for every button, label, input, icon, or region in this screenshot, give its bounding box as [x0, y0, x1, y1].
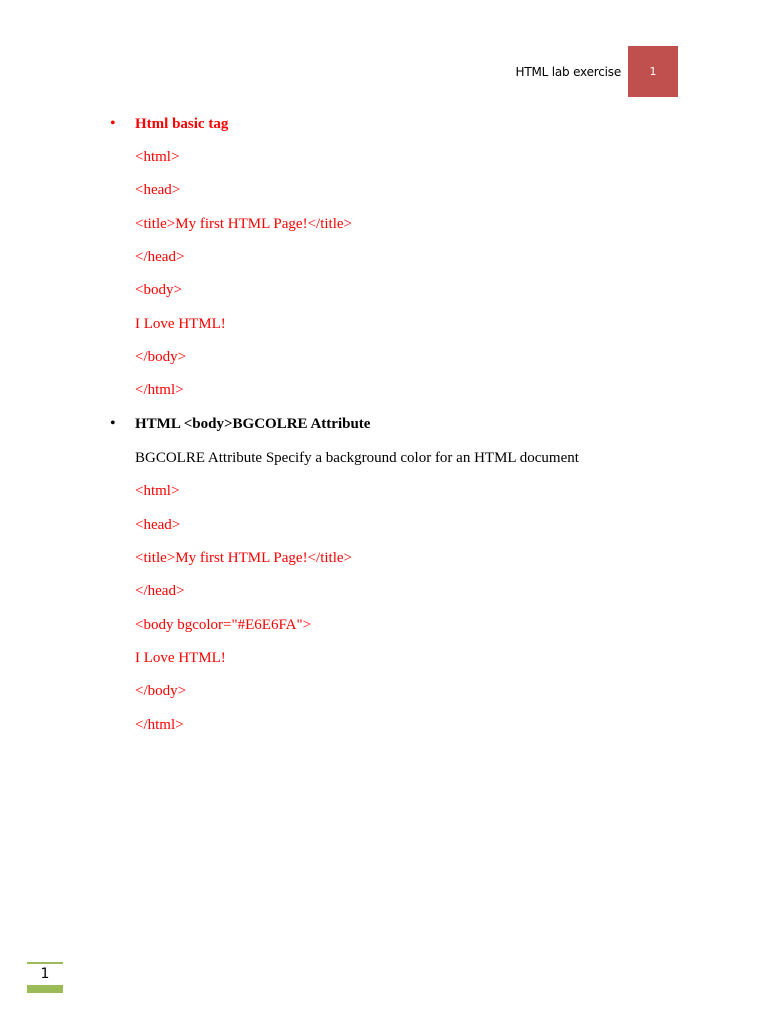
section1-heading: Html basic tag [135, 116, 229, 132]
section1-code-line: </head> [135, 249, 185, 265]
header-page-number: 1 [628, 46, 678, 97]
section1-code-line: <head> [135, 182, 181, 198]
footer-accent-bar [27, 985, 63, 993]
page-header [516, 46, 678, 97]
section1-code-line: I Love HTML! [135, 316, 226, 332]
section1-code-line: </body> [135, 349, 187, 365]
section2-bullet: • [110, 415, 116, 432]
section2-code-line: <title>My first HTML Page!</title> [135, 550, 353, 566]
section1-code-line: <html> [135, 149, 180, 165]
footer-page-number: 1 [40, 966, 50, 982]
section2-code-line: </html> [135, 717, 184, 733]
section1-code-line: </html> [135, 382, 184, 398]
header-title: HTML lab exercise [515, 64, 621, 79]
section1-bullet: • [110, 115, 116, 132]
section2-code-line: <head> [135, 517, 181, 533]
section1-code-line: <title>My first HTML Page!</title> [135, 216, 353, 232]
section2-description: BGCOLRE Attribute Specify a background color for an HTML document [135, 450, 579, 466]
section2-code-line: I Love HTML! [135, 650, 226, 666]
section2-code-line: </head> [135, 583, 185, 599]
section2-code-line: </body> [135, 683, 187, 699]
section2-code-line: <html> [135, 483, 180, 499]
section1-code-line: <body> [135, 282, 182, 298]
section2-heading: HTML <body>BGCOLRE Attribute [135, 416, 371, 432]
section2-code-line: <body bgcolor="#E6E6FA"> [135, 617, 312, 633]
page-footer [27, 962, 63, 993]
